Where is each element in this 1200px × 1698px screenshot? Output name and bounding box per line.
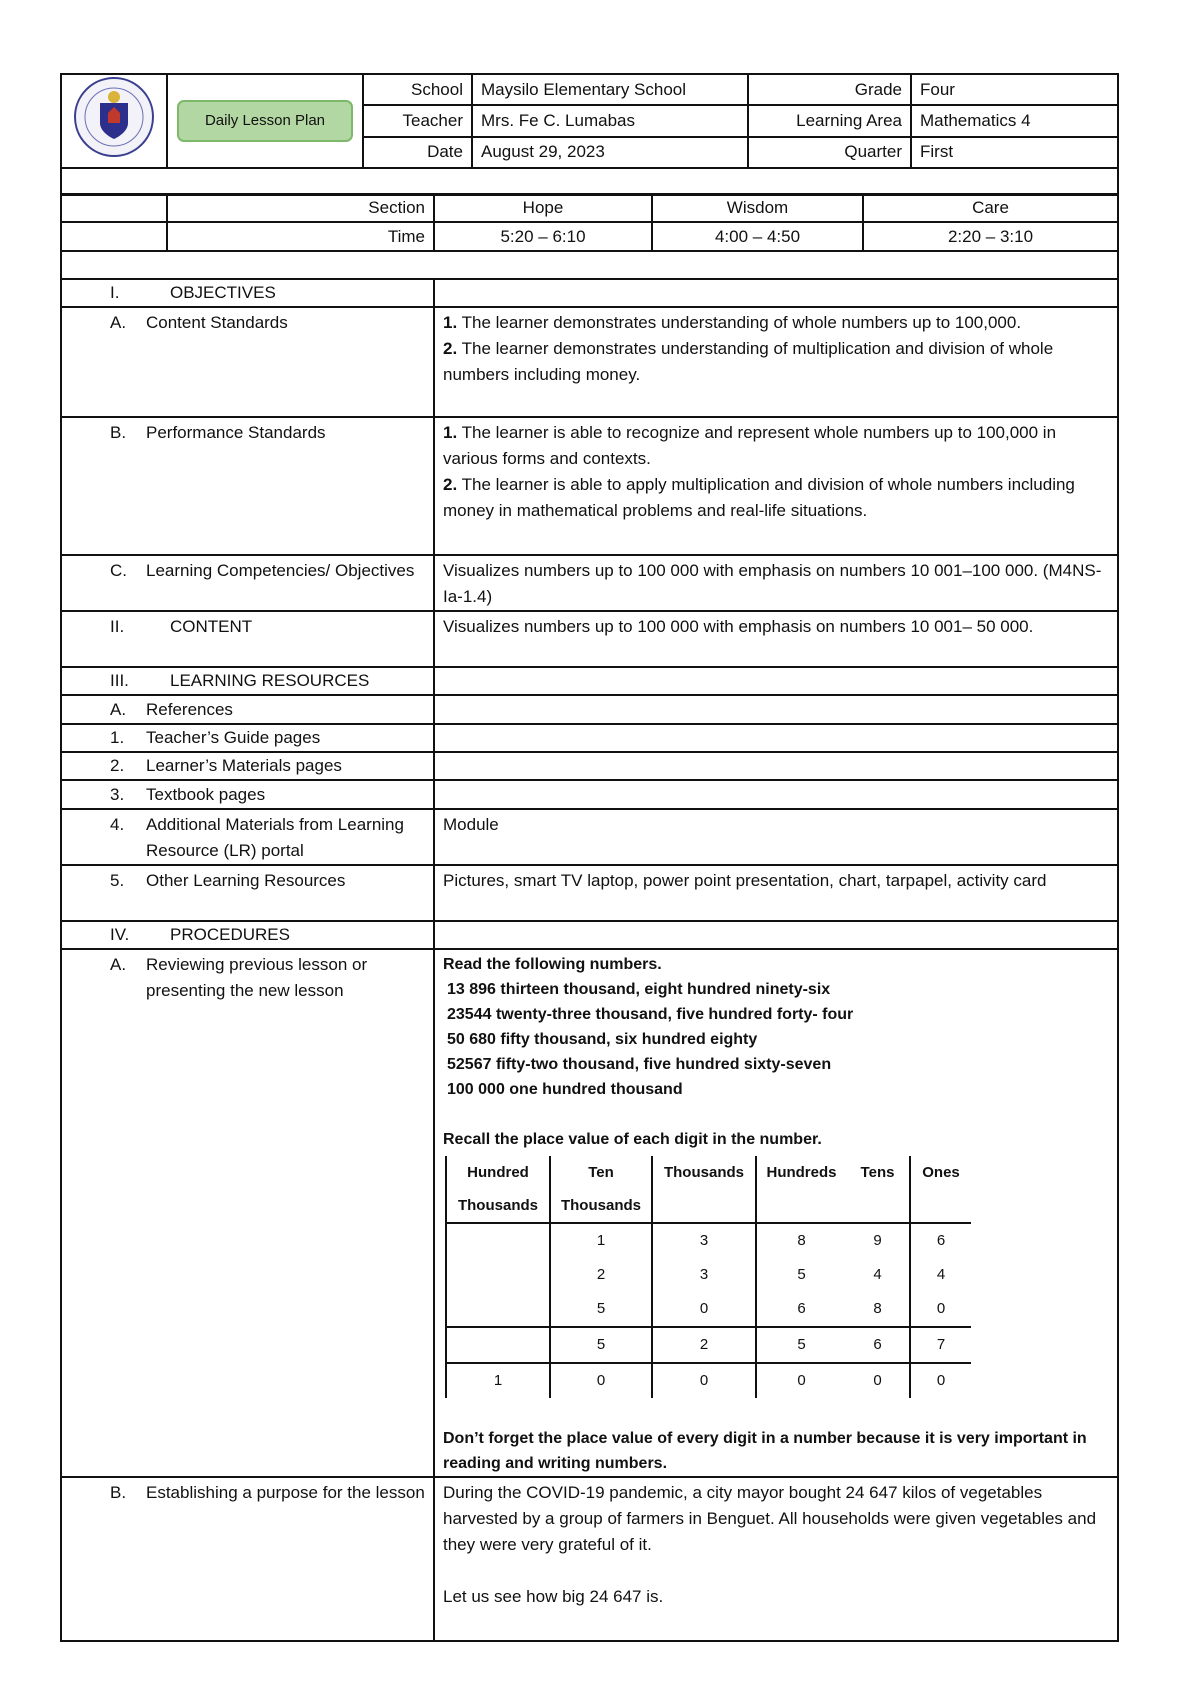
pv-header: Thousands	[550, 1189, 652, 1223]
num: IV.	[110, 925, 130, 944]
content-standards-text	[434, 307, 1118, 417]
content-text: Visualizes numbers up to 100 000 with emphasis on numbers 10 001– 50 000.	[434, 611, 1118, 667]
daily-lesson-plan-badge: Daily Lesson Plan	[177, 100, 353, 142]
school-label: School	[363, 74, 472, 105]
reviewing-content	[434, 949, 1118, 1477]
label: LEARNING RESOURCES	[170, 671, 370, 690]
num: 2.	[443, 339, 458, 358]
pv-cell: 0	[652, 1292, 756, 1327]
label: Additional Materials from Learning Resource (LR) portal	[146, 815, 404, 860]
label: Other Learning Resources	[146, 871, 346, 890]
pv-cell: 1	[550, 1223, 652, 1258]
empty-cell	[434, 752, 1118, 780]
label: OBJECTIVES	[170, 283, 276, 302]
num: 1.	[443, 313, 458, 332]
text: The learner is able to apply multiplication and division of whole numbers including money in mathematical problems and real-life situations.	[443, 475, 1075, 520]
pv-cell	[446, 1292, 550, 1327]
pv-cell: 6	[846, 1327, 910, 1363]
time-hope: 5:20 – 6:10	[434, 222, 652, 251]
pv-cell: 0	[910, 1363, 971, 1398]
section-care: Care	[863, 194, 1118, 222]
pv-cell: 0	[756, 1363, 846, 1398]
section-label: Section	[167, 194, 434, 222]
blank-cell	[61, 194, 167, 222]
quarter-value: First	[911, 137, 1118, 168]
num: B.	[110, 423, 127, 442]
place-value-table	[445, 1156, 971, 1398]
num: 2.	[110, 756, 125, 775]
num: III.	[110, 671, 129, 690]
blank-row	[61, 168, 1118, 195]
textbook-label	[61, 780, 434, 809]
pv-cell: 7	[910, 1327, 971, 1363]
section-wisdom: Wisdom	[652, 194, 863, 222]
purpose-text: During the COVID-19 pandemic, a city mayor bought 24 647 kilos of vegetables harvested by a group of farmers in Benguet. All households were given vegetables and they were very grateful of it.	[443, 1483, 1097, 1554]
num: 1.	[443, 423, 458, 442]
teacher-value: Mrs. Fe C. Lumabas	[472, 105, 748, 136]
pv-cell: 9	[873, 1232, 882, 1249]
pv-cell: 6	[910, 1223, 971, 1258]
competencies-text: Visualizes numbers up to 100 000 with emphasis on numbers 10 001–100 000. (M4NS-Ia-1.4)	[434, 555, 1118, 611]
number-item: 23544 twenty-three thousand, five hundred forty- four	[447, 1006, 854, 1023]
num: A.	[110, 699, 127, 719]
date-value: August 29, 2023	[472, 137, 748, 168]
empty-cell	[434, 279, 1118, 307]
num: 4.	[110, 815, 125, 834]
quarter-label: Quarter	[748, 137, 911, 168]
num: B.	[110, 1483, 127, 1502]
pv-cell: 3	[652, 1258, 756, 1292]
deped-seal-logo	[61, 74, 167, 168]
label: Content Standards	[146, 313, 288, 332]
pv-cell: 8	[756, 1223, 846, 1258]
pv-cell: 4	[910, 1258, 971, 1292]
blank-row	[61, 251, 1118, 279]
pv-cell: 6	[756, 1292, 846, 1327]
label: Textbook pages	[146, 784, 266, 804]
pv-header: Hundred	[446, 1156, 550, 1189]
recall-text: Recall the place value of each digit in the number.	[443, 1131, 822, 1148]
pv-cell: 4	[873, 1266, 882, 1283]
teachers-guide-label	[61, 724, 434, 752]
grade-value: Four	[911, 74, 1118, 105]
label: CONTENT	[170, 617, 253, 636]
pv-cell: 2	[550, 1258, 652, 1292]
label: References	[146, 699, 233, 719]
empty-cell	[434, 921, 1118, 949]
badge-cell	[167, 74, 363, 168]
number-item: 50 680 fifty thousand, six hundred eighty	[447, 1031, 758, 1048]
num: 3.	[110, 784, 125, 804]
num: I.	[110, 283, 120, 302]
purpose-text-2: Let us see how big 24 647 is.	[443, 1587, 664, 1606]
pv-cell: 0	[873, 1372, 882, 1389]
intro-text: Read the following numbers.	[443, 956, 662, 973]
label: Learning Competencies/ Objectives	[146, 561, 415, 580]
pv-cell: 8	[846, 1292, 910, 1327]
learning-area-label: Learning Area	[748, 105, 911, 136]
procedures-heading	[61, 921, 434, 949]
references-label	[61, 695, 434, 724]
teacher-label: Teacher	[363, 105, 472, 136]
time-care: 2:20 – 3:10	[863, 222, 1118, 251]
objectives-heading	[61, 279, 434, 307]
num: II.	[110, 617, 125, 636]
label: Teacher’s Guide pages	[146, 728, 321, 747]
num: 2.	[443, 475, 458, 494]
pv-cell	[446, 1327, 550, 1363]
pv-cell: 0	[550, 1363, 652, 1398]
empty-cell	[434, 667, 1118, 695]
learners-materials-label	[61, 752, 434, 780]
label: PROCEDURES	[170, 925, 290, 944]
label: Establishing a purpose for the lesson	[146, 1483, 425, 1502]
text: The learner is able to recognize and represent whole numbers up to 100,000 in various forms and contexts.	[443, 423, 1057, 468]
school-value: Maysilo Elementary School	[472, 74, 748, 105]
content-standards-label	[61, 307, 434, 417]
empty-cell	[434, 695, 1118, 724]
num: 5.	[110, 871, 125, 890]
seal-icon	[72, 75, 156, 159]
content-label	[61, 611, 434, 667]
learning-resources-heading	[61, 667, 434, 695]
pv-header: Ten	[550, 1156, 652, 1189]
pv-header: Ones	[910, 1156, 971, 1189]
pv-cell: 1	[446, 1363, 550, 1398]
blank-cell	[61, 222, 167, 251]
num: A.	[110, 955, 127, 974]
pv-cell: 0	[910, 1292, 971, 1327]
other-resources-label	[61, 865, 434, 921]
num: C.	[110, 561, 127, 580]
pv-header: Thousands	[652, 1156, 756, 1189]
learning-area-value: Mathematics 4	[911, 105, 1118, 136]
pv-cell: 0	[652, 1363, 756, 1398]
pv-cell: 5	[550, 1327, 652, 1363]
label: Performance Standards	[146, 423, 326, 442]
additional-materials-label	[61, 809, 434, 865]
num: 1.	[110, 728, 125, 747]
text: The learner demonstrates understanding of multiplication and division of whole numbers including money.	[443, 339, 1054, 384]
pv-cell: 5	[756, 1258, 846, 1292]
date-label: Date	[363, 137, 472, 168]
body-table	[60, 278, 1119, 1642]
reminder-text: Don’t forget the place value of every digit in a number because it is very important in reading and writing numbers.	[443, 1430, 1087, 1472]
time-label: Time	[167, 222, 434, 251]
pv-cell: 5	[550, 1292, 652, 1327]
number-item: 52567 fifty-two thousand, five hundred sixty-seven	[447, 1056, 832, 1073]
text: The learner demonstrates understanding of whole numbers up to 100,000.	[457, 313, 1022, 332]
time-wisdom: 4:00 – 4:50	[652, 222, 863, 251]
number-list	[443, 977, 1109, 1102]
pv-cell: 5	[756, 1327, 846, 1363]
competencies-label	[61, 555, 434, 611]
pv-cell	[446, 1223, 550, 1258]
performance-standards-text	[434, 417, 1118, 555]
pv-cell	[446, 1258, 550, 1292]
performance-standards-label	[61, 417, 434, 555]
pv-header: Thousands	[446, 1189, 550, 1223]
purpose-content	[434, 1477, 1118, 1641]
reviewing-label	[61, 949, 434, 1477]
other-resources-text: Pictures, smart TV laptop, power point presentation, chart, tarpapel, activity card	[434, 865, 1118, 921]
pv-cell: 3	[652, 1223, 756, 1258]
empty-cell	[434, 780, 1118, 809]
grade-label: Grade	[748, 74, 911, 105]
section-hope: Hope	[434, 194, 652, 222]
purpose-label	[61, 1477, 434, 1641]
pv-cell: 2	[652, 1327, 756, 1363]
pv-header: Hundreds	[756, 1156, 846, 1189]
label: Learner’s Materials pages	[146, 756, 342, 775]
label: Reviewing previous lesson or presenting the new lesson	[146, 955, 368, 1000]
num: A.	[110, 313, 127, 332]
empty-cell	[434, 724, 1118, 752]
additional-materials-text: Module	[434, 809, 1118, 865]
header-table	[60, 73, 1119, 196]
number-item: 100 000 one hundred thousand	[447, 1081, 683, 1098]
number-item: 13 896 thirteen thousand, eight hundred ninety-six	[447, 981, 831, 998]
pv-header: Tens	[860, 1164, 895, 1181]
schedule-table	[60, 193, 1119, 280]
